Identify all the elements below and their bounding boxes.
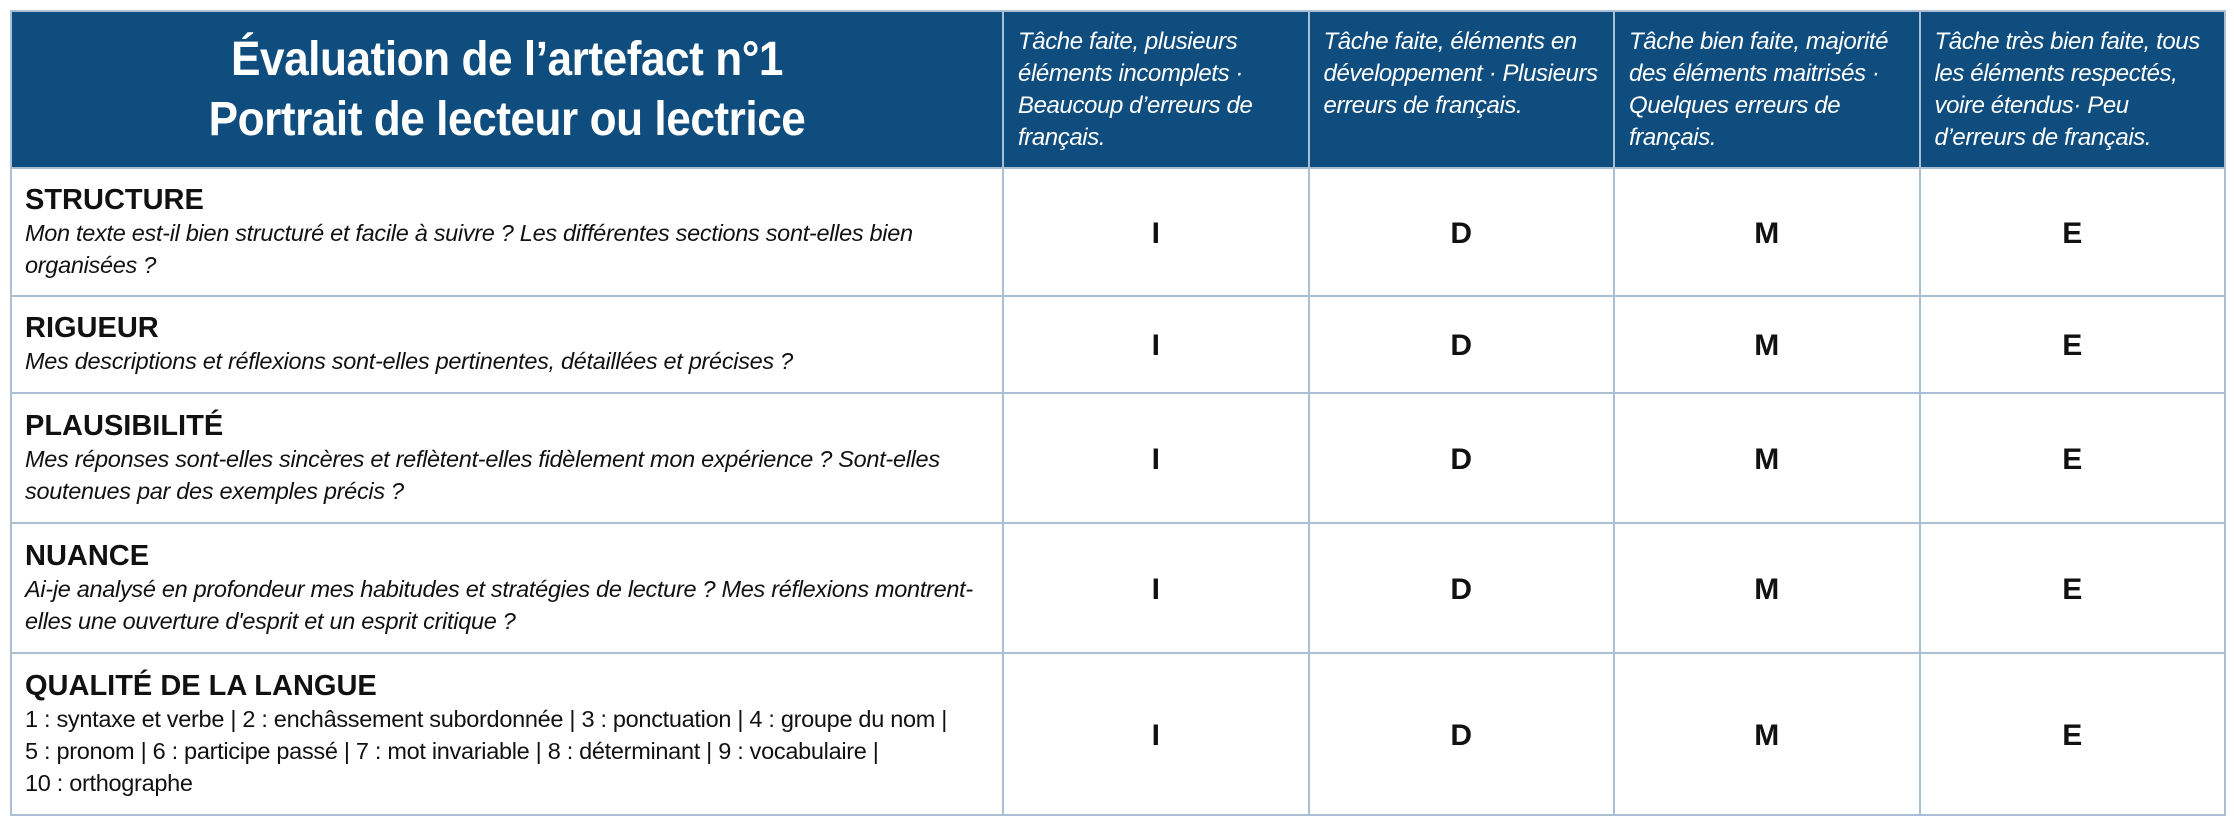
criterion-row-plausibilite bbox=[11, 393, 2225, 523]
mark-m[interactable]: M bbox=[1614, 653, 1920, 815]
mark-m[interactable]: M bbox=[1614, 296, 1920, 393]
mark-i[interactable]: I bbox=[1003, 168, 1309, 296]
mark-i[interactable]: I bbox=[1003, 393, 1309, 523]
rubric-title bbox=[11, 11, 1003, 168]
mark-d[interactable]: D bbox=[1309, 296, 1615, 393]
criterion-row-structure bbox=[11, 168, 2225, 296]
criterion-cell bbox=[11, 523, 1003, 653]
mark-e[interactable]: E bbox=[1920, 523, 2226, 653]
criterion-row-qualite-langue bbox=[11, 653, 2225, 815]
criterion-title: NUANCE bbox=[25, 539, 150, 572]
mark-d[interactable]: D bbox=[1309, 523, 1615, 653]
language-criteria-line: 10 : orthographe bbox=[25, 769, 193, 796]
criterion-cell bbox=[11, 653, 1003, 815]
level-description: Tâche faite, plusieurs éléments incomplets · Beaucoup d’erreurs de français. bbox=[1018, 28, 1253, 151]
mark-m[interactable]: M bbox=[1614, 168, 1920, 296]
criterion-title: QUALITÉ DE LA LANGUE bbox=[25, 669, 377, 702]
criterion-question: Mon texte est-il bien structuré et facile à suivre ? Les différentes sections sont-elles bien organisées ? bbox=[25, 219, 913, 278]
criterion-question: Mes descriptions et réflexions sont-elles pertinentes, détaillées et précises ? bbox=[25, 348, 793, 374]
criterion-question: Ai-je analysé en profondeur mes habitudes et stratégies de lecture ? Mes réflexions montrent-elles une ouverture d'esprit et un esprit critique ? bbox=[25, 575, 973, 634]
level-description: Tâche faite, éléments en développement · Plusieurs erreurs de français. bbox=[1323, 28, 1598, 119]
criterion-question: Mes réponses sont-elles sincères et reflètent-elles fidèlement mon expérience ? Sont-elles soutenues par des exemples précis ? bbox=[25, 445, 940, 504]
mark-i[interactable]: I bbox=[1003, 296, 1309, 393]
level-description: Tâche très bien faite, tous les éléments respectés, voire étendus· Peu d’erreurs de français. bbox=[1934, 28, 2200, 151]
criterion-row-rigueur bbox=[11, 296, 2225, 393]
language-criteria-line: 5 : pronom | 6 : participe passé | 7 : mot invariable | 8 : déterminant | 9 : vocabulaire | bbox=[25, 737, 879, 764]
level-header-d bbox=[1309, 11, 1615, 168]
level-description: Tâche bien faite, majorité des éléments maitrisés · Quelques erreurs de français. bbox=[1629, 28, 1889, 151]
mark-e[interactable]: E bbox=[1920, 653, 2226, 815]
mark-e[interactable]: E bbox=[1920, 168, 2226, 296]
criterion-cell bbox=[11, 393, 1003, 523]
criterion-cell bbox=[11, 168, 1003, 296]
mark-m[interactable]: M bbox=[1614, 393, 1920, 523]
criterion-cell bbox=[11, 296, 1003, 393]
mark-i[interactable]: I bbox=[1003, 523, 1309, 653]
criterion-title: STRUCTURE bbox=[25, 183, 204, 216]
mark-m[interactable]: M bbox=[1614, 523, 1920, 653]
mark-e[interactable]: E bbox=[1920, 296, 2226, 393]
mark-d[interactable]: D bbox=[1309, 168, 1615, 296]
criterion-title: RIGUEUR bbox=[25, 312, 159, 344]
title-line-1: Évaluation de l’artefact n°1 bbox=[230, 32, 784, 86]
evaluation-rubric bbox=[10, 10, 2224, 814]
level-header-e bbox=[1920, 11, 2226, 168]
level-header-i bbox=[1003, 11, 1309, 168]
level-header-m bbox=[1614, 11, 1920, 168]
language-criteria-line: 1 : syntaxe et verbe | 2 : enchâssement subordonnée | 3 : ponctuation | 4 : groupe du nom | bbox=[25, 705, 948, 732]
mark-e[interactable]: E bbox=[1920, 393, 2226, 523]
criterion-row-nuance bbox=[11, 523, 2225, 653]
header-row bbox=[11, 11, 2225, 168]
criterion-title: PLAUSIBILITÉ bbox=[25, 409, 224, 442]
title-line-2: Portrait de lecteur ou lectrice bbox=[208, 92, 806, 146]
mark-i[interactable]: I bbox=[1003, 653, 1309, 815]
rubric-table bbox=[10, 10, 2226, 816]
mark-d[interactable]: D bbox=[1309, 393, 1615, 523]
mark-d[interactable]: D bbox=[1309, 653, 1615, 815]
